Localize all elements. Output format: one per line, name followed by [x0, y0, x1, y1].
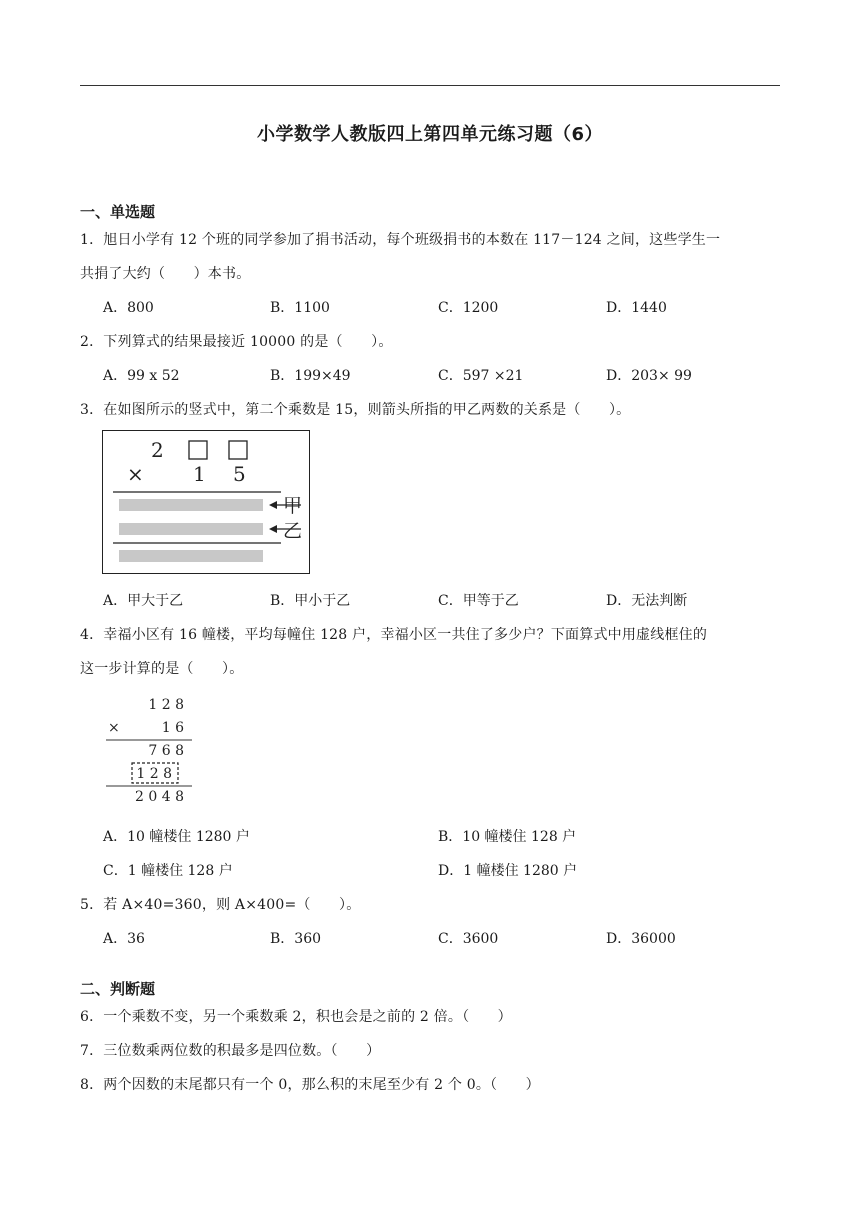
question-4-text: 4．幸福小区有 16 幢楼，平均每幢住 128 户，幸福小区一共住了多少户？下面算式中用虚线框住的	[80, 627, 708, 643]
q4-fig-times: ×	[108, 720, 120, 736]
q4-option-a[interactable]: A．10 幢楼住 1280 户	[103, 829, 250, 845]
q3-option-b[interactable]: B．甲小于乙	[270, 593, 351, 609]
q3-blank-box-1	[189, 441, 207, 459]
q3-fig-digit-2: 2	[151, 438, 164, 462]
q5-option-a[interactable]: A．36	[103, 931, 145, 947]
q1-option-d[interactable]: D．1440	[606, 300, 667, 316]
q3-multiplication-figure	[102, 430, 310, 574]
q4-fig-row-3: 7 6 8	[148, 743, 184, 759]
q3-label-jia: 甲	[283, 495, 303, 517]
q3-fig-bar-jia	[119, 499, 263, 511]
question-7-text: 7．三位数乘两位数的积最多是四位数。（ ）	[80, 1043, 381, 1059]
q3-fig-bar-product	[119, 550, 263, 562]
q1-option-c[interactable]: C．1200	[438, 300, 499, 316]
q3-blank-box-2	[229, 441, 247, 459]
q3-fig-digit-1: 1	[193, 462, 206, 486]
q5-option-c[interactable]: C．3600	[438, 931, 499, 947]
question-1-text: 1．旭日小学有 12 个班的同学参加了捐书活动，每个班级捐书的本数在 117－124 之间，这些学生一	[80, 232, 721, 248]
question-8-text: 8．两个因数的末尾都只有一个 0，那么积的末尾至少有 2 个 0。（ ）	[80, 1077, 540, 1093]
q2-option-c[interactable]: C．597 ×21	[438, 368, 524, 384]
header-rule	[80, 85, 780, 86]
q2-option-a[interactable]: A．99 x 52	[103, 368, 180, 384]
question-4-text-cont: 这一步计算的是（ ）。	[80, 661, 244, 677]
q3-arrowhead-jia	[269, 501, 277, 509]
q3-fig-times: ×	[127, 462, 144, 486]
section-heading-single-choice: 一、单选题	[80, 203, 156, 221]
q1-option-a[interactable]: A．800	[103, 300, 154, 316]
q3-fig-digit-5: 5	[233, 462, 246, 486]
q5-option-b[interactable]: B．360	[270, 931, 322, 947]
page-title: 小学数学人教版四上第四单元练习题（6）	[256, 124, 604, 145]
q3-fig-bar-yi	[119, 523, 263, 535]
q3-arrowhead-yi	[269, 525, 277, 533]
question-6-text: 6．一个乘数不变，另一个乘数乘 2，积也会是之前的 2 倍。（ ）	[80, 1009, 512, 1025]
section-heading-true-false: 二、判断题	[80, 980, 156, 998]
q4-fig-row-2: 1 6	[161, 720, 184, 736]
q4-multiplication-figure	[100, 690, 200, 808]
question-5-text: 5．若 A×40=360，则 A×400=（ ）。	[80, 897, 361, 913]
q4-option-c[interactable]: C．1 幢楼住 128 户	[103, 863, 233, 879]
q4-fig-row-5: 2 0 4 8	[135, 789, 184, 805]
q1-option-b[interactable]: B．1100	[270, 300, 330, 316]
question-3-text: 3．在如图所示的竖式中，第二个乘数是 15，则箭头所指的甲乙两数的关系是（ ）。	[80, 402, 631, 418]
q3-option-a[interactable]: A．甲大于乙	[103, 593, 184, 609]
q4-fig-row-4: 1 2 8	[136, 766, 172, 782]
question-1-text-cont: 共捐了大约（ ）本书。	[80, 266, 251, 282]
q4-fig-row-1: 1 2 8	[148, 697, 184, 713]
q2-option-b[interactable]: B．199×49	[270, 368, 351, 384]
q3-option-c[interactable]: C．甲等于乙	[438, 593, 519, 609]
q3-label-yi: 乙	[283, 520, 303, 542]
q3-option-d[interactable]: D．无法判断	[606, 593, 688, 609]
q5-option-d[interactable]: D．36000	[606, 931, 676, 947]
question-2-text: 2．下列算式的结果最接近 10000 的是（ ）。	[80, 334, 393, 350]
q4-option-d[interactable]: D．1 幢楼住 1280 户	[438, 863, 578, 879]
q4-option-b[interactable]: B．10 幢楼住 128 户	[438, 829, 577, 845]
q2-option-d[interactable]: D．203× 99	[606, 368, 692, 384]
